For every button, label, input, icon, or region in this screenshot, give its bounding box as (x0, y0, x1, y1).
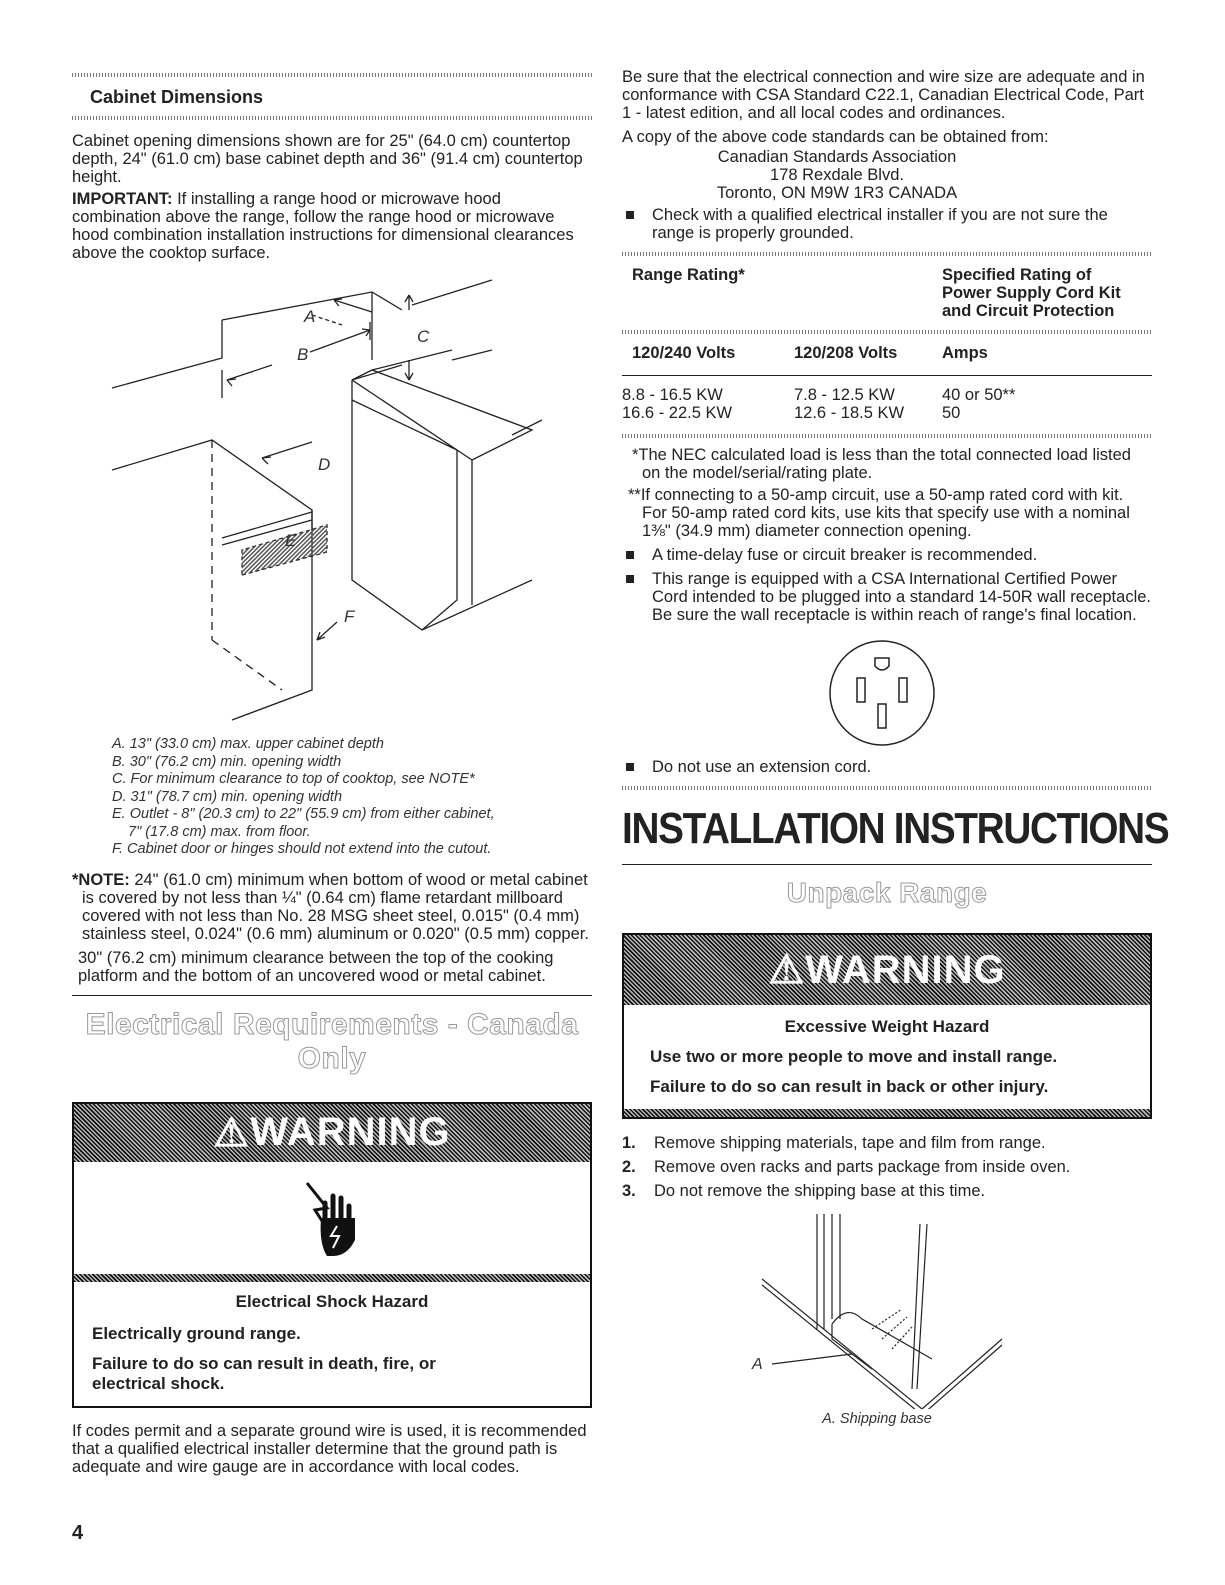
bullet-check-grounding: Check with a qualified electrical installer if you are not sure the range is properly grounded. (622, 206, 1152, 242)
warning-header (624, 935, 1150, 1005)
warning-body (74, 1282, 590, 1406)
table-row (622, 404, 1152, 422)
table-rule (622, 434, 1152, 438)
important-paragraph (72, 190, 592, 262)
diagram-label-f: F (344, 607, 355, 626)
warning-header (74, 1104, 590, 1162)
shock-icon-area (74, 1162, 590, 1274)
section-rule (622, 786, 1152, 790)
step-item (622, 1131, 1152, 1155)
rating-table-subheader (622, 334, 1152, 376)
bullet-csa-cord: This range is equipped with a CSA International Certified Power Cord intended to be plugged into a standard 14-50R wall receptacle. Be sure the wall receptacle is within reach of range's final location. (622, 570, 1152, 624)
electrical-warning-box (72, 1102, 592, 1408)
warning-separator (624, 1109, 1150, 1117)
step-number: 1. (622, 1134, 636, 1152)
ground-text: If codes permit and a separate ground wire is used, it is recommended that a qualified electrical installer determine that the ground path is adequate and wire gauge are in accordance with local codes. (72, 1421, 587, 1476)
subheader-cell: 120/208 Volts (794, 344, 898, 362)
unpack-steps (622, 1131, 1152, 1203)
hazard-title: Electrical Shock Hazard (235, 1291, 429, 1311)
code-standards-text: A copy of the above code standards can be obtained from: (622, 128, 1049, 146)
hazard-title: Excessive Weight Hazard (784, 1017, 990, 1036)
warning-line: Failure to do so can result in death, fire, or electrical shock. (92, 1353, 436, 1393)
table-cell: 12.6 - 18.5 KW (794, 404, 905, 422)
step-text: Remove oven racks and parts package from inside oven. (654, 1158, 1071, 1176)
bullet-fuse: A time-delay fuse or circuit breaker is recommended. (622, 546, 1152, 564)
address-line: 178 Rexdale Blvd. (770, 166, 904, 184)
section-divider (72, 995, 592, 996)
page-number: 4 (72, 1522, 84, 1544)
note-paragraph (72, 871, 592, 943)
footnote-50amp: **If connecting to a 50-amp circuit, use a 50-amp rated cord with kit. For 50-amp rated cord kits, use kits that specify use with a nominal 1⅜" (34.9 mm) diameter connection opening. (628, 486, 1130, 540)
table-row (622, 386, 1152, 404)
weight-warning-box (622, 933, 1152, 1119)
section-divider (622, 864, 1152, 865)
legend-item: E. Outlet - 8" (20.3 cm) to 22" (55.9 cm) from either cabinet, (112, 806, 495, 822)
address-line: Toronto, ON M9W 1R3 CANADA (716, 184, 958, 202)
legend-item: D. 31" (78.7 cm) min. opening width (112, 788, 343, 805)
table-cell: 40 or 50** (942, 386, 1016, 404)
shipping-base-diagram (732, 1209, 1032, 1409)
step-number: 2. (622, 1158, 636, 1176)
diagram-label-c: C (417, 327, 430, 346)
warning-body (624, 1005, 1150, 1109)
legend-item: B. 30" (76.2 cm) min. opening width (112, 753, 342, 770)
step-item (622, 1155, 1152, 1179)
warning-line: Failure to do so can result in back or other injury. (650, 1077, 1049, 1096)
table-cell: 7.8 - 12.5 KW (794, 386, 895, 404)
rating-table-header (622, 256, 1152, 330)
note-text: 24" (61.0 cm) minimum when bottom of wood or metal cabinet is covered by not less than ¼" (0.64 cm) flame retardant millboard covered with not less than No. 28 MSG sheet steel, 0.015" (0.4 mm) stainless steel, 0.024" (0.6 mm) aluminum or 0.020" (0.5 mm) copper. (82, 870, 589, 943)
step-item (622, 1179, 1152, 1203)
warning-line: Electrically ground range. (92, 1323, 301, 1343)
bullet-extension-cord: Do not use an extension cord. (622, 758, 1152, 776)
note-label: *NOTE: (72, 870, 130, 889)
electrical-connection-text: Be sure that the electrical connection and wire size are adequate and in conformance with CSA Standard C22.1, Canadian Electrical Code, Part 1 - latest edition, and all local codes and ordinances. (622, 68, 1145, 122)
specified-rating-header: Specified Rating of Power Supply Cord Kit and Circuit Protection (942, 266, 1121, 320)
section-rule (72, 116, 592, 120)
address-line: Canadian Standards Association (717, 148, 957, 166)
cabinet-text: Cabinet opening dimensions shown are for 25" (64.0 cm) countertop depth, 24" (61.0 cm) base cabinet depth and 36" (91.4 cm) countertop height. (72, 132, 583, 186)
cabinet-dimensions-heading: Cabinet Dimensions (90, 87, 264, 107)
electrical-shock-icon (297, 1178, 367, 1258)
warning-line: Use two or more people to move and install range. (650, 1047, 1058, 1066)
left-column (72, 0, 592, 1476)
diagram-label-a: A (304, 307, 316, 326)
table-cell: 16.6 - 22.5 KW (622, 404, 733, 422)
table-cell: 50 (942, 404, 961, 422)
subheader-cell: Amps (942, 344, 988, 362)
step-text: Remove shipping materials, tape and film from range. (654, 1134, 1046, 1152)
diagram-label-b: B (297, 345, 309, 364)
warning-title: WARNING (805, 947, 1006, 992)
diagram-label-d: D (318, 455, 331, 474)
important-text: If installing a range hood or microwave hood combination above the range, follow the range hood or microwave hood combination installation instructions for dimensional clearances above the cooktop surface. (72, 190, 574, 262)
rating-table-body (622, 376, 1152, 434)
unpack-range-heading: Unpack Range (786, 877, 988, 908)
warning-triangle-icon: ⚠ (213, 1110, 251, 1155)
step-text: Do not remove the shipping base at this time. (654, 1182, 986, 1200)
important-label: IMPORTANT: (72, 190, 173, 208)
csa-address (522, 148, 1152, 202)
subheader-cell: 120/240 Volts (632, 344, 736, 362)
range-rating-header: Range Rating* (632, 266, 745, 284)
shipping-base-caption: A. Shipping base (822, 1411, 932, 1427)
diagram-legend (72, 736, 592, 859)
cabinet-diagram (72, 270, 592, 730)
warning-separator (74, 1274, 590, 1282)
warning-triangle-icon: ⚠ (768, 948, 806, 992)
step-number: 3. (622, 1182, 636, 1200)
electrical-requirements-heading: Electrical Requirements - Canada Only (85, 1007, 579, 1075)
clearance-text: 30" (76.2 cm) minimum clearance between the top of the cooking platform and the bottom of an uncovered wood or metal cabinet. (78, 948, 554, 985)
shipping-base-label: A (752, 1356, 763, 1373)
legend-item: C. For minimum clearance to top of cooktop, see NOTE* (112, 771, 475, 787)
diagram-label-e: E (285, 531, 297, 550)
installation-instructions-heading: INSTALLATION INSTRUCTIONS (622, 804, 1169, 853)
table-cell: 8.8 - 16.5 KW (622, 386, 723, 404)
right-column (622, 0, 1169, 1427)
legend-item: 7" (17.8 cm) max. from floor. (128, 823, 311, 840)
legend-item: A. 13" (33.0 cm) max. upper cabinet depth (112, 736, 384, 752)
warning-title: WARNING (250, 1110, 451, 1154)
legend-item: F. Cabinet door or hinges should not extend into the cutout. (112, 841, 492, 857)
receptacle-14-50r-icon (827, 638, 937, 748)
footnote-nec: *The NEC calculated load is less than the total connected load listed on the model/serial/rating plate. (632, 446, 1131, 482)
